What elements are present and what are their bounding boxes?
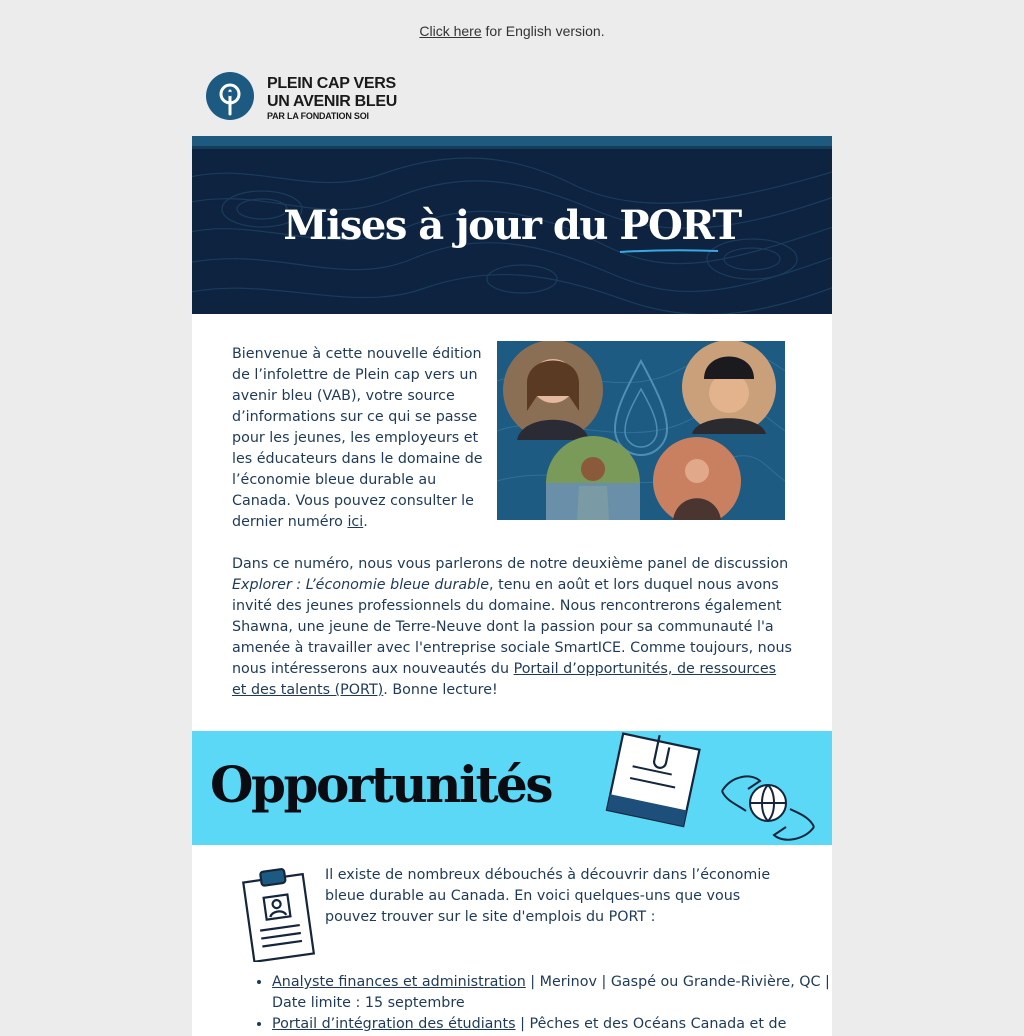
hero-underline-stroke (619, 248, 719, 254)
job-list-item (272, 1014, 832, 1035)
logo-line-3: PAR LA FONDATION SOI (267, 111, 369, 121)
port-portal-link[interactable]: Portail d’opportunités, de ressources et des talents (PORT) (232, 661, 777, 698)
summary-text-1: Dans ce numéro, nous vous parlerons de notre deuxième panel de discussion (232, 556, 789, 572)
english-version-link[interactable]: Click here (419, 23, 482, 39)
logo-line-1: PLEIN CAP VERS (267, 75, 396, 92)
hero-title-prefix: Mises à jour du (283, 202, 620, 249)
english-version-line (0, 23, 1024, 39)
summary-text-2: , tenu en août et lors duquel nous avons invité des jeunes professionnels du domaine. Nous rencontrerons également Shawna, une jeune de Terre-Neuve dont la passion pour sa communauté l'a amenée à travailler avec l'entreprise sociale SmartICE. Comme toujours, nous nous intéresserons aux nouveautés du (232, 577, 792, 677)
job-details: | Merinov | Gaspé ou Grande-Rivière, QC | Date limite : 15 septembre (272, 974, 830, 1011)
intro-paragraph (232, 344, 484, 533)
hero-title-highlight (619, 202, 740, 250)
last-issue-link[interactable]: ici (347, 514, 364, 530)
intro-text: Bienvenue à cette nouvelle édition de l’infolettre de Plein cap vers un avenir bleu (VAB), votre source d’informations sur ce qui se passe pour les jeunes, les employeurs et les éducateurs dans le domaine de l’économie bleue durable au Canada. Vous pouvez consulter le dernier numéro (232, 346, 483, 530)
summary-text-3: . Bonne lecture! (383, 682, 498, 698)
opportunities-intro: Il existe de nombreux débouchés à découvrir dans l’économie bleue durable au Canada. En voici quelques-uns que vous pouvez trouver sur le site d'emplois du PORT : (325, 867, 771, 925)
summary-panel-title: Explorer : L’économie bleue durable (232, 577, 490, 593)
hero-top-band (192, 136, 832, 146)
job-link-finance-analyst[interactable]: Analyste finances et administration (272, 974, 526, 990)
panel-speakers-image (497, 341, 785, 520)
logo-compass-icon (206, 72, 254, 120)
clipboard-badge-icon (238, 866, 318, 962)
english-version-text: for English version. (481, 23, 605, 39)
intro-end: . (363, 514, 368, 530)
opportunities-title: Opportunités (210, 755, 552, 814)
logo[interactable] (206, 71, 446, 123)
job-list (232, 972, 832, 1035)
hero-banner (192, 136, 832, 314)
opportunities-banner (192, 731, 832, 845)
newsletter-container (192, 136, 832, 1036)
job-link-student-portal[interactable]: Portail d’intégration des étudiants (272, 1016, 516, 1032)
logo-text (267, 75, 397, 122)
logo-line-2: UN AVENIR BLEU (267, 93, 398, 110)
job-details: | Pêches et des Océans Canada et de (515, 1016, 787, 1032)
job-list-item (272, 972, 832, 1014)
hero-title-port: PORT (619, 202, 741, 249)
issue-summary-paragraph (232, 554, 792, 701)
opportunities-illustration (592, 731, 832, 845)
hero-title (192, 202, 832, 250)
